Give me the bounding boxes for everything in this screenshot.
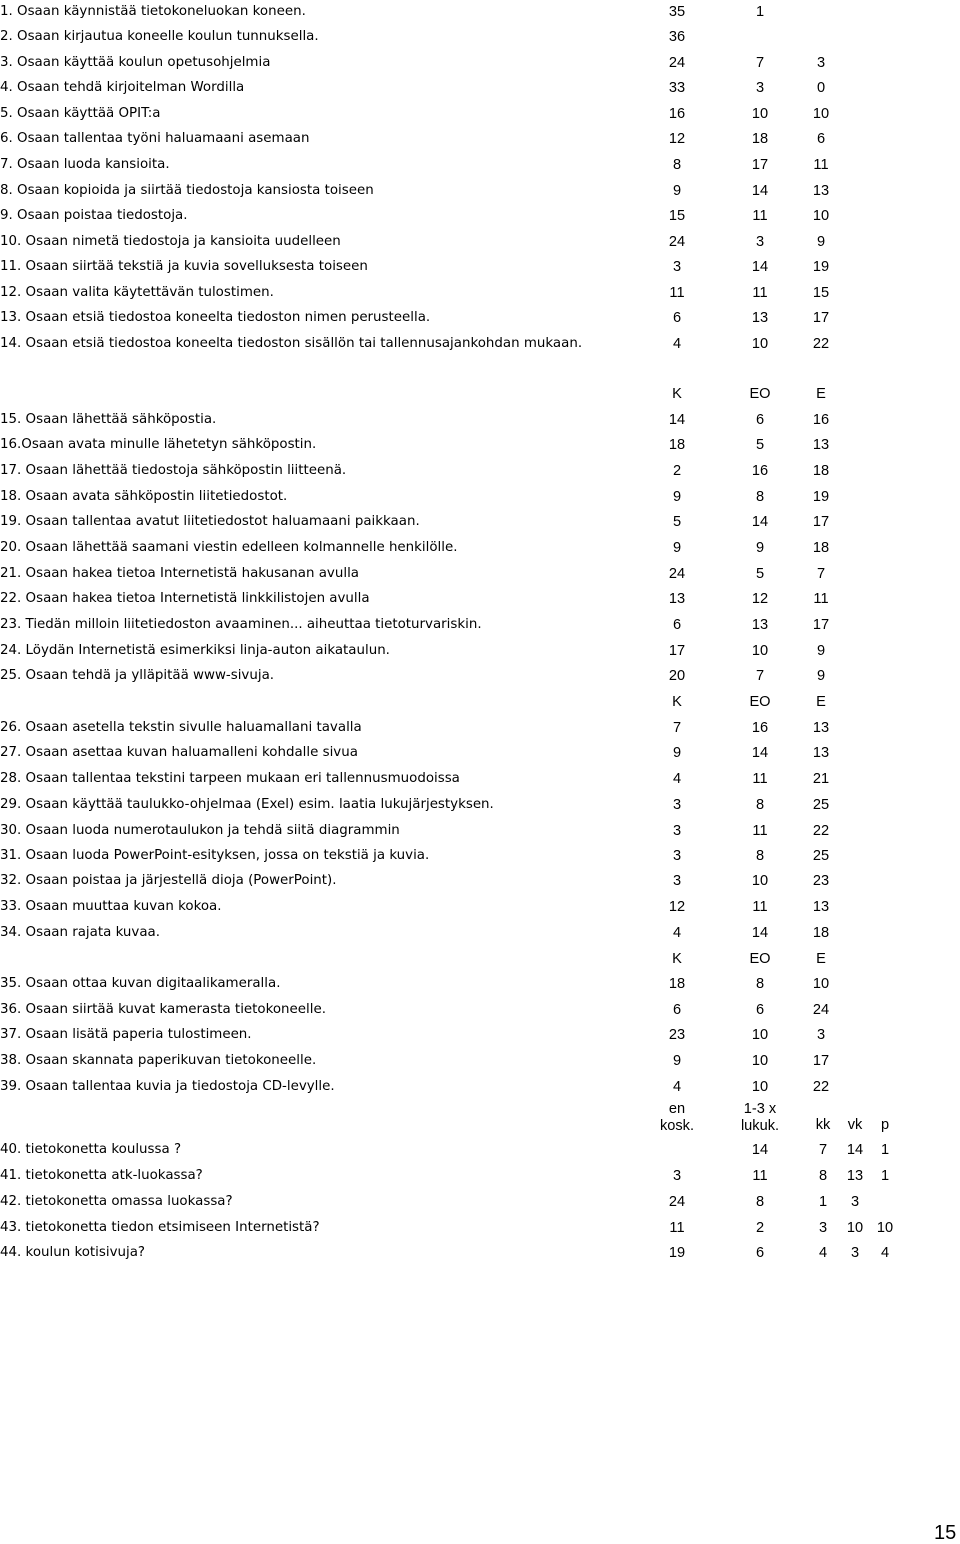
table-row — [0, 871, 960, 891]
row-label: 19. Osaan tallentaa avatut liitetiedostot haluamaani paikkaan. — [0, 514, 420, 529]
column-header-line: lukuk. — [740, 1118, 780, 1134]
row-value: 8 — [755, 797, 765, 813]
row-value: 7 — [818, 1142, 828, 1158]
row-label: 22. Osaan hakea tietoa Internetistä linkkilistojen avulla — [0, 591, 370, 606]
row-value: 1 — [755, 4, 765, 20]
row-value: 18 — [812, 540, 830, 556]
row-value: 12 — [668, 131, 686, 147]
row-value: 22 — [812, 823, 830, 839]
table-row — [0, 743, 960, 763]
row-value: 9 — [672, 540, 682, 556]
table-row — [0, 334, 960, 354]
row-label: 24. Löydän Internetistä esimerkiksi linja-auton aikataulun. — [0, 643, 390, 658]
row-label: 43. tietokonetta tiedon etsimiseen Internetistä? — [0, 1220, 320, 1235]
row-value: 25 — [812, 848, 830, 864]
row-value: 10 — [751, 873, 769, 889]
table-row — [0, 1025, 960, 1045]
row-value: 22 — [812, 1079, 830, 1095]
table-row — [0, 78, 960, 98]
row-value: 15 — [812, 285, 830, 301]
row-value: 13 — [812, 745, 830, 761]
row-value: 6 — [755, 412, 765, 428]
row-value: 3 — [672, 259, 682, 275]
row-value: 19 — [812, 489, 830, 505]
row-value: 35 — [668, 4, 686, 20]
row-value: 13 — [751, 617, 769, 633]
row-value: 18 — [668, 437, 686, 453]
row-value: 24 — [668, 234, 686, 250]
row-value: 2 — [672, 463, 682, 479]
row-value: 4 — [818, 1245, 828, 1261]
row-label: 20. Osaan lähettää saamani viestin edelleen kolmannelle henkilölle. — [0, 540, 458, 555]
row-value: 10 — [812, 106, 830, 122]
row-label: 29. Osaan käyttää taulukko-ohjelmaa (Exel) esim. laatia lukujärjestyksen. — [0, 797, 494, 812]
row-value: 13 — [846, 1168, 864, 1184]
row-value: 16 — [812, 412, 830, 428]
row-value: 3 — [850, 1245, 860, 1261]
row-value: 3 — [850, 1194, 860, 1210]
row-value: 23 — [812, 873, 830, 889]
row-value: 9 — [816, 234, 826, 250]
table-row — [0, 1000, 960, 1020]
row-value: 1 — [880, 1142, 890, 1158]
row-value: 9 — [672, 489, 682, 505]
row-value: 19 — [668, 1245, 686, 1261]
row-value: 2 — [755, 1220, 765, 1236]
row-value: 0 — [816, 80, 826, 96]
table-row — [0, 283, 960, 303]
table-row — [0, 1192, 960, 1212]
row-value: 11 — [752, 208, 768, 224]
table-row — [0, 308, 960, 328]
row-value: 18 — [812, 463, 830, 479]
row-value: 9 — [672, 745, 682, 761]
row-value: 10 — [812, 976, 830, 992]
column-header-line: kosk. — [659, 1118, 695, 1134]
table-row — [0, 410, 960, 430]
row-value: 13 — [812, 183, 830, 199]
row-value: 24 — [812, 1002, 830, 1018]
table-row — [0, 564, 960, 584]
row-label: 34. Osaan rajata kuvaa. — [0, 925, 160, 940]
row-value: 8 — [755, 848, 765, 864]
table-row — [0, 104, 960, 124]
row-value: 9 — [672, 183, 682, 199]
row-value: 11 — [752, 823, 768, 839]
column-header-line: en — [668, 1101, 686, 1117]
row-value: 3 — [755, 234, 765, 250]
row-label: 9. Osaan poistaa tiedostoja. — [0, 208, 188, 223]
row-value: 7 — [755, 55, 765, 71]
row-value: 11 — [752, 899, 768, 915]
row-value: 10 — [751, 643, 769, 659]
row-value: 6 — [755, 1002, 765, 1018]
row-value: 11 — [752, 771, 768, 787]
row-value: 12 — [668, 899, 686, 915]
row-value: 25 — [812, 797, 830, 813]
row-value: 4 — [672, 1079, 682, 1095]
row-label: 31. Osaan luoda PowerPoint-esityksen, jossa on tekstiä ja kuvia. — [0, 848, 430, 863]
table-row — [0, 589, 960, 609]
row-value: 10 — [751, 106, 769, 122]
row-value: 5 — [672, 514, 682, 530]
row-value: 1 — [818, 1194, 828, 1210]
column-header: E — [816, 951, 826, 967]
column-header-row — [0, 1101, 960, 1135]
row-value: 14 — [751, 259, 769, 275]
row-value: 4 — [880, 1245, 890, 1261]
table-row — [0, 897, 960, 917]
row-value: 12 — [751, 591, 769, 607]
row-value: 5 — [755, 437, 765, 453]
row-label: 10. Osaan nimetä tiedostoja ja kansioita uudelleen — [0, 234, 341, 249]
column-header-row — [0, 692, 960, 712]
table-row — [0, 129, 960, 149]
row-label: 37. Osaan lisätä paperia tulostimeen. — [0, 1027, 252, 1042]
row-value: 7 — [755, 668, 765, 684]
row-value: 24 — [668, 566, 686, 582]
row-value: 24 — [668, 55, 686, 71]
column-header: kk — [815, 1117, 831, 1133]
column-header-line: 1-3 x — [743, 1101, 777, 1117]
row-value: 17 — [812, 514, 830, 530]
row-value: 6 — [755, 1245, 765, 1261]
row-label: 35. Osaan ottaa kuvan digitaalikameralla. — [0, 976, 281, 991]
row-value: 24 — [668, 1194, 686, 1210]
row-value: 8 — [672, 157, 682, 173]
row-value: 3 — [816, 55, 826, 71]
table-row — [0, 53, 960, 73]
table-row — [0, 666, 960, 686]
row-value: 14 — [751, 925, 769, 941]
row-label: 33. Osaan muuttaa kuvan kokoa. — [0, 899, 222, 914]
row-value: 6 — [672, 310, 682, 326]
row-value: 18 — [812, 925, 830, 941]
row-value: 7 — [816, 566, 826, 582]
table-row — [0, 155, 960, 175]
row-value: 14 — [846, 1142, 864, 1158]
column-header: p — [880, 1117, 890, 1133]
row-value: 4 — [672, 925, 682, 941]
row-label: 28. Osaan tallentaa tekstini tarpeen mukaan eri tallennusmuodoissa — [0, 771, 460, 786]
row-value: 6 — [816, 131, 826, 147]
column-header: K — [672, 951, 682, 967]
row-value: 16 — [751, 720, 769, 736]
row-label: 4. Osaan tehdä kirjoitelman Wordilla — [0, 80, 245, 95]
row-value: 8 — [755, 1194, 765, 1210]
table-row — [0, 538, 960, 558]
row-value: 8 — [755, 976, 765, 992]
row-value: 13 — [812, 899, 830, 915]
row-value: 4 — [672, 336, 682, 352]
row-value: 10 — [751, 1053, 769, 1069]
row-value: 6 — [672, 1002, 682, 1018]
row-label: 16.Osaan avata minulle lähetetyn sähköpostin. — [0, 437, 317, 452]
row-value: 11 — [752, 285, 768, 301]
row-value: 14 — [668, 412, 686, 428]
row-label: 14. Osaan etsiä tiedostoa koneelta tiedoston sisällön tai tallennusajankohdan mukaan. — [0, 336, 583, 351]
row-value: 5 — [755, 566, 765, 582]
row-value: 14 — [751, 183, 769, 199]
row-label: 7. Osaan luoda kansioita. — [0, 157, 170, 172]
table-row — [0, 232, 960, 252]
row-label: 15. Osaan lähettää sähköpostia. — [0, 412, 217, 427]
row-label: 5. Osaan käyttää OPIT:a — [0, 106, 161, 121]
table-row — [0, 435, 960, 455]
row-label: 27. Osaan asettaa kuvan haluamalleni kohdalle sivua — [0, 745, 358, 760]
row-value: 1 — [880, 1168, 890, 1184]
row-value: 10 — [876, 1220, 894, 1236]
column-header: EO — [749, 386, 771, 402]
row-value: 8 — [818, 1168, 828, 1184]
table-row — [0, 181, 960, 201]
row-value: 33 — [668, 80, 686, 96]
row-value: 18 — [751, 131, 769, 147]
table-row — [0, 923, 960, 943]
table-row — [0, 846, 960, 866]
row-value: 17 — [812, 617, 830, 633]
column-header-row — [0, 949, 960, 969]
table-row — [0, 718, 960, 738]
row-label: 26. Osaan asetella tekstin sivulle haluamallani tavalla — [0, 720, 362, 735]
row-value: 11 — [813, 591, 829, 607]
column-header: vk — [847, 1117, 863, 1133]
column-header-row — [0, 384, 960, 404]
row-value: 3 — [755, 80, 765, 96]
row-label: 44. koulun kotisivuja? — [0, 1245, 146, 1260]
table-row — [0, 2, 960, 22]
row-label: 17. Osaan lähettää tiedostoja sähköpostin liitteenä. — [0, 463, 347, 478]
row-label: 38. Osaan skannata paperikuvan tietokoneelle. — [0, 1053, 317, 1068]
row-label: 42. tietokonetta omassa luokassa? — [0, 1194, 233, 1209]
column-header: K — [672, 694, 682, 710]
row-value: 9 — [755, 540, 765, 556]
table-row — [0, 206, 960, 226]
row-value: 10 — [751, 1027, 769, 1043]
table-row — [0, 769, 960, 789]
table-row — [0, 795, 960, 815]
row-value: 13 — [812, 720, 830, 736]
row-value: 10 — [812, 208, 830, 224]
table-row — [0, 1243, 960, 1263]
table-row — [0, 1077, 960, 1097]
row-value: 9 — [672, 1053, 682, 1069]
row-label: 41. tietokonetta atk-luokassa? — [0, 1168, 203, 1183]
table-row — [0, 1140, 960, 1160]
row-value: 14 — [751, 745, 769, 761]
row-value: 23 — [668, 1027, 686, 1043]
row-value: 21 — [812, 771, 830, 787]
row-value: 9 — [816, 668, 826, 684]
row-label: 36. Osaan siirtää kuvat kamerasta tietokoneelle. — [0, 1002, 326, 1017]
row-value: 16 — [751, 463, 769, 479]
table-row — [0, 1166, 960, 1186]
row-value: 17 — [812, 1053, 830, 1069]
row-value: 13 — [812, 437, 830, 453]
row-value: 3 — [672, 797, 682, 813]
row-label: 8. Osaan kopioida ja siirtää tiedostoja kansiosta toiseen — [0, 183, 374, 198]
row-value: 16 — [668, 106, 686, 122]
row-value: 4 — [672, 771, 682, 787]
row-value: 17 — [751, 157, 769, 173]
row-value: 36 — [668, 29, 686, 45]
table-row — [0, 641, 960, 661]
row-value: 9 — [816, 643, 826, 659]
table-row — [0, 27, 960, 47]
row-value: 7 — [672, 720, 682, 736]
table-row — [0, 487, 960, 507]
row-label: 23. Tiedän milloin liitetiedoston avaaminen... aiheuttaa tietoturvariskin. — [0, 617, 482, 632]
row-value: 3 — [816, 1027, 826, 1043]
row-value: 11 — [669, 1220, 685, 1236]
row-label: 25. Osaan tehdä ja ylläpitää www-sivuja. — [0, 668, 275, 683]
row-label: 2. Osaan kirjautua koneelle koulun tunnuksella. — [0, 29, 319, 44]
page-number: 15 — [934, 1522, 957, 1544]
row-value: 17 — [668, 643, 686, 659]
table-row — [0, 615, 960, 635]
row-value: 19 — [812, 259, 830, 275]
row-value: 6 — [672, 617, 682, 633]
row-label: 13. Osaan etsiä tiedostoa koneelta tiedoston nimen perusteella. — [0, 310, 431, 325]
column-header: EO — [749, 694, 771, 710]
row-value: 11 — [813, 157, 829, 173]
row-label: 1. Osaan käynnistää tietokoneluokan koneen. — [0, 4, 306, 19]
row-label: 30. Osaan luoda numerotaulukon ja tehdä siitä diagrammin — [0, 823, 400, 838]
row-value: 3 — [672, 873, 682, 889]
row-label: 3. Osaan käyttää koulun opetusohjelmia — [0, 55, 271, 70]
row-value: 11 — [752, 1168, 768, 1184]
row-label: 6. Osaan tallentaa työni haluamaani asemaan — [0, 131, 310, 146]
table-row — [0, 821, 960, 841]
row-label: 12. Osaan valita käytettävän tulostimen. — [0, 285, 274, 300]
table-row — [0, 461, 960, 481]
column-header: EO — [749, 951, 771, 967]
row-label: 39. Osaan tallentaa kuvia ja tiedostoja CD-levylle. — [0, 1079, 335, 1094]
column-header — [741, 1101, 779, 1135]
table-row — [0, 257, 960, 277]
column-header: E — [816, 694, 826, 710]
row-value: 3 — [672, 1168, 682, 1184]
column-header — [660, 1101, 694, 1135]
column-header: K — [672, 386, 682, 402]
row-value: 3 — [818, 1220, 828, 1236]
table-row — [0, 1051, 960, 1071]
row-label: 40. tietokonetta koulussa ? — [0, 1142, 182, 1157]
row-value: 8 — [755, 489, 765, 505]
table-row — [0, 512, 960, 532]
row-label: 21. Osaan hakea tietoa Internetistä hakusanan avulla — [0, 566, 359, 581]
row-label: 18. Osaan avata sähköpostin liitetiedostot. — [0, 489, 288, 504]
row-label: 11. Osaan siirtää tekstiä ja kuvia sovelluksesta toiseen — [0, 259, 368, 274]
row-value: 13 — [751, 310, 769, 326]
column-header: E — [816, 386, 826, 402]
row-value: 10 — [846, 1220, 864, 1236]
row-value: 14 — [751, 514, 769, 530]
row-value: 15 — [668, 208, 686, 224]
row-value: 10 — [751, 336, 769, 352]
row-value: 13 — [668, 591, 686, 607]
row-value: 14 — [751, 1142, 769, 1158]
row-value: 3 — [672, 823, 682, 839]
row-value: 20 — [668, 668, 686, 684]
row-value: 11 — [669, 285, 685, 301]
table-row — [0, 974, 960, 994]
table-row — [0, 1218, 960, 1238]
row-label: 32. Osaan poistaa ja järjestellä dioja (PowerPoint). — [0, 873, 337, 888]
row-value: 3 — [672, 848, 682, 864]
row-value: 17 — [812, 310, 830, 326]
row-value: 10 — [751, 1079, 769, 1095]
row-value: 22 — [812, 336, 830, 352]
row-value: 18 — [668, 976, 686, 992]
